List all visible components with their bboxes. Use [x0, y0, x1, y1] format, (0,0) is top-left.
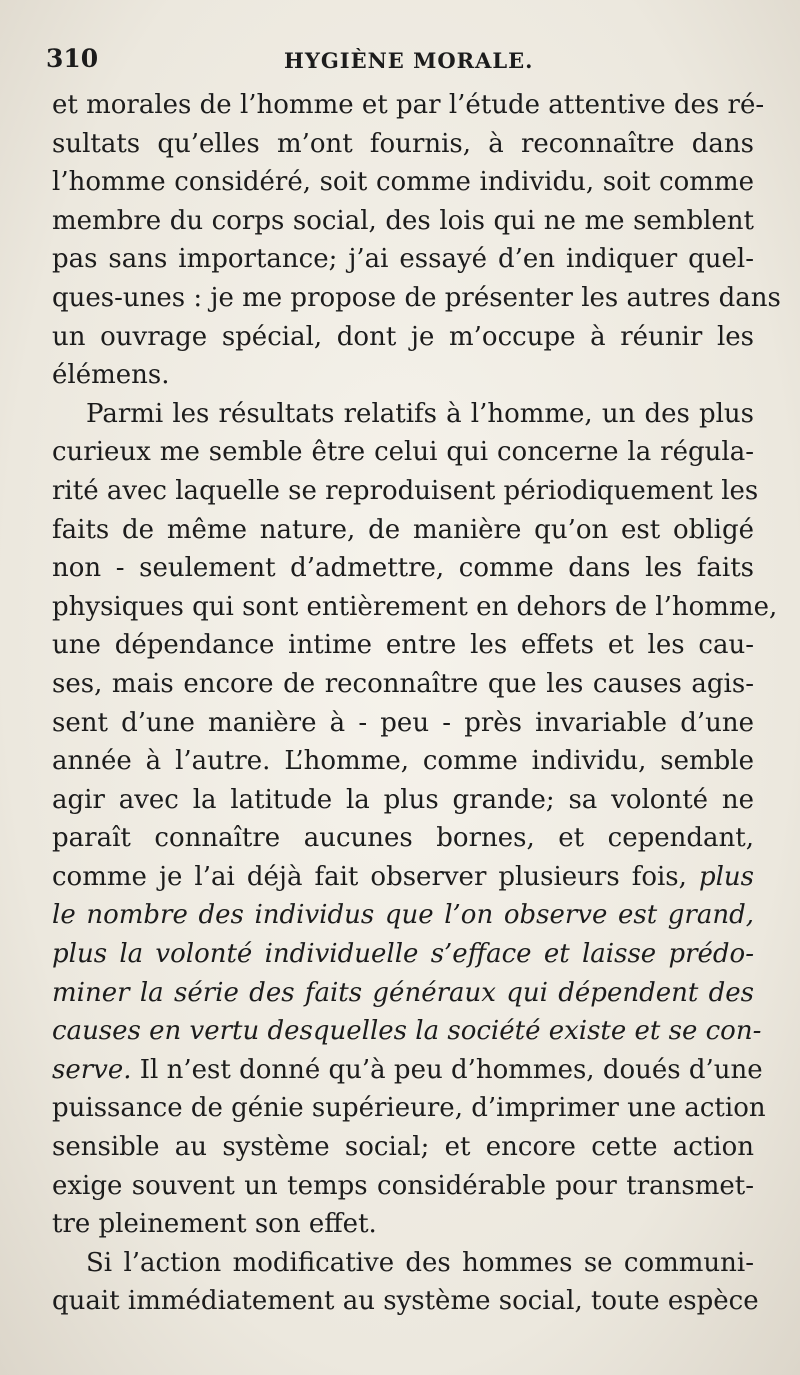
italic-text: plus la volonté individuelle s’efface et laisse prédo- — [52, 939, 754, 970]
page-header — [46, 44, 754, 78]
text-line — [52, 1128, 754, 1167]
text-line — [52, 395, 754, 434]
line-text: curieux me semble être celui qui concerne la régula- — [52, 437, 754, 468]
text-line — [52, 1244, 754, 1283]
italic-text: serve. — [52, 1054, 132, 1085]
text-line — [52, 781, 754, 820]
italic-text: plus — [698, 861, 754, 892]
text-line — [52, 896, 754, 935]
line-text: Parmi les résultats relatifs à l’homme, un des plus — [86, 398, 754, 429]
text-line — [52, 935, 754, 974]
italic-text: le nombre des individus que l’on observe est grand, — [52, 900, 754, 931]
body-text — [52, 86, 781, 1321]
text-line — [52, 1205, 754, 1244]
line-text: membre du corps social, des lois qui ne me semblent — [52, 205, 754, 236]
line-text: année à l’autre. L’homme, comme individu, semble — [52, 746, 754, 777]
line-text: agir avec la latitude la plus grande; sa volonté ne — [52, 784, 754, 815]
italic-text: causes en vertu desquelles la société existe et se con- — [52, 1016, 762, 1047]
line-text: élémens. — [52, 360, 170, 391]
line-text: paraît connaître aucunes bornes, et cependant, — [52, 823, 754, 854]
line-text: pas sans importance; j’ai essayé d’en indiquer quel- — [52, 244, 754, 275]
text-line — [52, 588, 778, 627]
text-line — [52, 163, 754, 202]
text-line — [52, 819, 754, 858]
line-text: sultats qu’elles m’ont fournis, à reconnaître dans — [52, 128, 754, 159]
line-text: comme je l’ai déjà fait observer plusieurs fois, — [52, 861, 699, 892]
running-head: HYGIÈNE MORALE. — [284, 48, 534, 73]
page-number: 310 — [46, 44, 99, 73]
line-text: une dépendance intime entre les effets et les cau- — [52, 630, 754, 661]
line-text: sensible au système social; et encore cette action — [52, 1132, 754, 1163]
line-text: Si l’action modificative des hommes se communi- — [86, 1247, 754, 1278]
line-text: non - seulement d’admettre, comme dans les faits — [52, 553, 754, 584]
text-line — [52, 125, 754, 164]
line-text: faits de même nature, de manière qu’on est obligé — [52, 514, 754, 545]
line-text: puissance de génie supérieure, d’imprimer une action — [52, 1093, 766, 1124]
text-line — [52, 626, 754, 665]
line-text: ques-unes : je me propose de présenter les autres dans — [52, 282, 781, 313]
text-line — [52, 1012, 762, 1051]
text-line — [52, 549, 754, 588]
text-line — [52, 1089, 766, 1128]
line-text: quait immédiatement au système social, toute espèce — [52, 1286, 759, 1317]
text-line — [52, 511, 754, 550]
line-text: rité avec laquelle se reproduisent périodiquement les — [52, 475, 759, 506]
line-text: Il n’est donné qu’à peu d’hommes, doués d’une — [131, 1054, 763, 1085]
text-line — [52, 1167, 754, 1206]
line-text: exige souvent un temps considérable pour transmet- — [52, 1170, 754, 1201]
text-line — [52, 1282, 759, 1321]
text-line — [52, 1051, 763, 1090]
text-line — [52, 279, 781, 318]
line-text: et morales de l’homme et par l’étude attentive des ré- — [52, 90, 765, 120]
italic-text: miner la série des faits généraux qui dépendent des — [52, 977, 754, 1008]
text-line — [52, 472, 759, 511]
text-line — [52, 974, 754, 1013]
text-line — [52, 86, 765, 125]
line-text: tre pleinement son effet. — [52, 1209, 377, 1240]
text-line — [52, 202, 754, 241]
line-text: physiques qui sont entièrement en dehors de l’homme, — [52, 591, 778, 622]
text-line — [52, 858, 754, 897]
text-line — [52, 356, 754, 395]
line-text: sent d’une manière à - peu - près invariable d’une — [52, 707, 754, 738]
text-line — [52, 240, 754, 279]
line-text: ses, mais encore de reconnaître que les causes agis- — [52, 668, 754, 699]
line-text: un ouvrage spécial, dont je m’occupe à réunir les — [52, 321, 754, 352]
text-line — [52, 742, 754, 781]
text-line — [52, 665, 754, 704]
text-line — [52, 704, 754, 743]
text-line — [52, 318, 754, 357]
text-line — [52, 433, 754, 472]
line-text: l’homme considéré, soit comme individu, soit comme — [52, 167, 754, 198]
